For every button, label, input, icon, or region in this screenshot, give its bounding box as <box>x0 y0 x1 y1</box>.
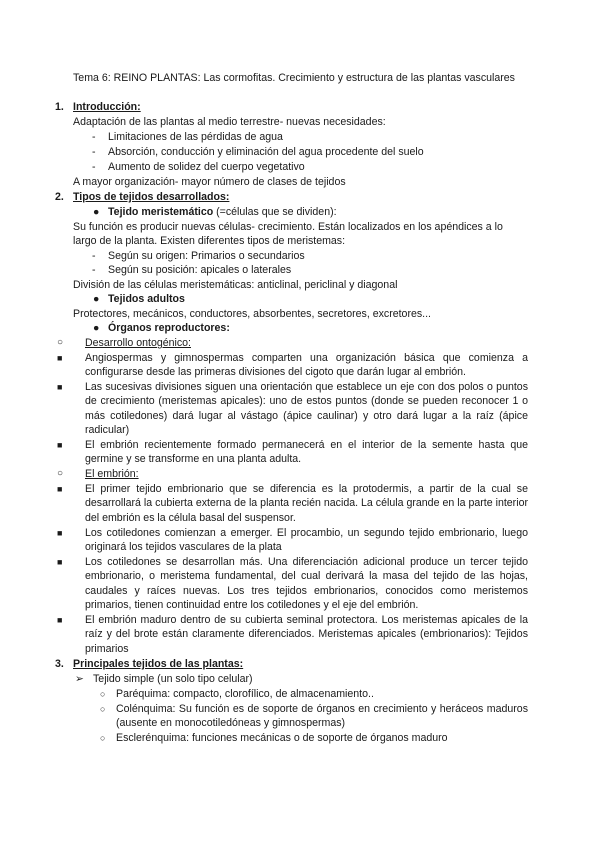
dash-bullet: - <box>92 161 96 173</box>
circle-bullet: ○ <box>57 468 64 479</box>
square-bullet: ■ <box>57 382 63 392</box>
section-2-number: 2. <box>55 191 64 203</box>
bullet-dot: ● <box>93 322 100 334</box>
square-bullet: ■ <box>57 353 63 363</box>
dash-bullet: - <box>92 264 96 276</box>
list-item: Los cotiledones se desarrollan más. Una diferenciación adicional produce un tercer tejido embrionario, o meristema fundamental, del cual derivará la masa del tejido de las hojas, caudales y raíces nuevas. Los tres tejidos embrionarios, conocidos como meristemos primarios, tienen continuidad entre los cotiledones y el eje del embrión. <box>85 556 528 612</box>
list-item: Colénquima: Su función es de soporte de órganos en crecimiento y heráceos maduros (ausente en monocotiledóneas y gimnospermas) <box>116 703 528 730</box>
list-item: Esclerénquima: funciones mecánicas o de soporte de órganos maduro <box>116 732 448 744</box>
list-item: Los cotiledones comienzan a emerger. El procambio, un segundo tejido embrionario, luego originará los tejidos vasculares de la plata <box>85 527 528 554</box>
section-1-heading: Introducción: <box>73 101 141 113</box>
list-item: El embrión recientemente formado permanecerá en el interior de la semente hasta que germine y se transforme en una planta adulta. <box>85 439 528 466</box>
section-3-number: 3. <box>55 658 64 670</box>
circle-bullet: ○ <box>100 689 106 699</box>
meristematico-text: Su función es producir nuevas células- crecimiento. Están localizados en los apéndices a lo largo de la planta. Existen diferentes tipos de meristemas: <box>73 221 503 248</box>
square-bullet: ■ <box>57 528 63 538</box>
dash-item: Limitaciones de las pérdidas de agua <box>108 131 283 143</box>
dash-bullet: - <box>92 131 96 143</box>
list-item: El primer tejido embrionario que se diferencia es la protodermis, a partir de la cual se desarrollará la cubierta externa de la planta recién nacida. La célula grande en la parte interior del embrión es la célula basal del suspensor. <box>85 483 528 524</box>
desarrollo-heading: Desarrollo ontogénico: <box>85 337 191 349</box>
dash-item: Aumento de solidez del cuerpo vegetativo <box>108 161 305 173</box>
list-item: El embrión maduro dentro de su cubierta seminal protectora. Los meristemas apicales de la raíz y del brote están claramente diferenciados. Meristemas apicales (embrionarios): Tejidos primarios <box>85 614 528 655</box>
square-bullet: ■ <box>57 484 63 494</box>
section-1-intro: Adaptación de las plantas al medio terrestre- nuevas necesidades: <box>73 116 386 128</box>
list-item: Angiospermas y gimnospermas comparten una organización básica que comienza a configurarse desde las primeras divisiones del cigoto que darán lugar al embrión. <box>85 352 528 379</box>
circle-bullet: ○ <box>100 733 106 743</box>
circle-bullet: ○ <box>100 704 106 714</box>
section-1-number: 1. <box>55 101 64 113</box>
dash-item: Absorción, conducción y eliminación del agua procedente del suelo <box>108 146 424 158</box>
bullet-dot: ● <box>93 293 100 305</box>
square-bullet: ■ <box>57 557 63 567</box>
square-bullet: ■ <box>57 440 63 450</box>
tejido-simple: Tejido simple (un solo tipo celular) <box>93 673 253 685</box>
dash-bullet: - <box>92 146 96 158</box>
arrow-bullet-icon: ➢ <box>75 673 84 685</box>
adultos-title: Tejidos adultos <box>108 293 185 305</box>
meristematico-line <box>108 205 528 219</box>
document-title: Tema 6: REINO PLANTAS: Las cormofitas. Crecimiento y estructura de las plantas vasculares <box>73 72 515 84</box>
organos-title: Órganos reproductores: <box>108 322 230 334</box>
meristematico-note: (=células que se dividen): <box>213 206 337 218</box>
bullet-dot: ● <box>93 206 100 218</box>
square-bullet: ■ <box>57 615 63 625</box>
circle-bullet: ○ <box>57 337 64 348</box>
section-3-heading: Principales tejidos de las plantas: <box>73 658 244 670</box>
section-1-outro: A mayor organización- mayor número de clases de tejidos <box>73 176 346 188</box>
adultos-text: Protectores, mecánicos, conductores, absorbentes, secretores, excretores... <box>73 308 431 320</box>
dash-bullet: - <box>92 250 96 262</box>
dash-item: Según su origen: Primarios o secundarios <box>108 250 305 262</box>
embrion-heading: El embrión: <box>85 468 139 480</box>
meristematico-title: Tejido meristemático <box>108 206 214 218</box>
list-item: Las sucesivas divisiones siguen una orientación que establece un eje con dos polos o puntos de crecimiento (meristemas apicales): uno de estos puntos (donde se pueden reconocer 1 o más cotiledones) dará lugar al vástago (ápice caulinar) y otro dará lugar a la raíz (ápice radicular) <box>85 381 528 437</box>
dash-item: Según su posición: apicales o laterales <box>108 264 292 276</box>
division-text: División de las células meristemáticas: anticlinal, periclinal y diagonal <box>73 279 398 291</box>
list-item: Paréquima: compacto, clorofílico, de almacenamiento.. <box>116 688 374 700</box>
section-2-heading: Tipos de tejidos desarrollados: <box>73 191 230 203</box>
